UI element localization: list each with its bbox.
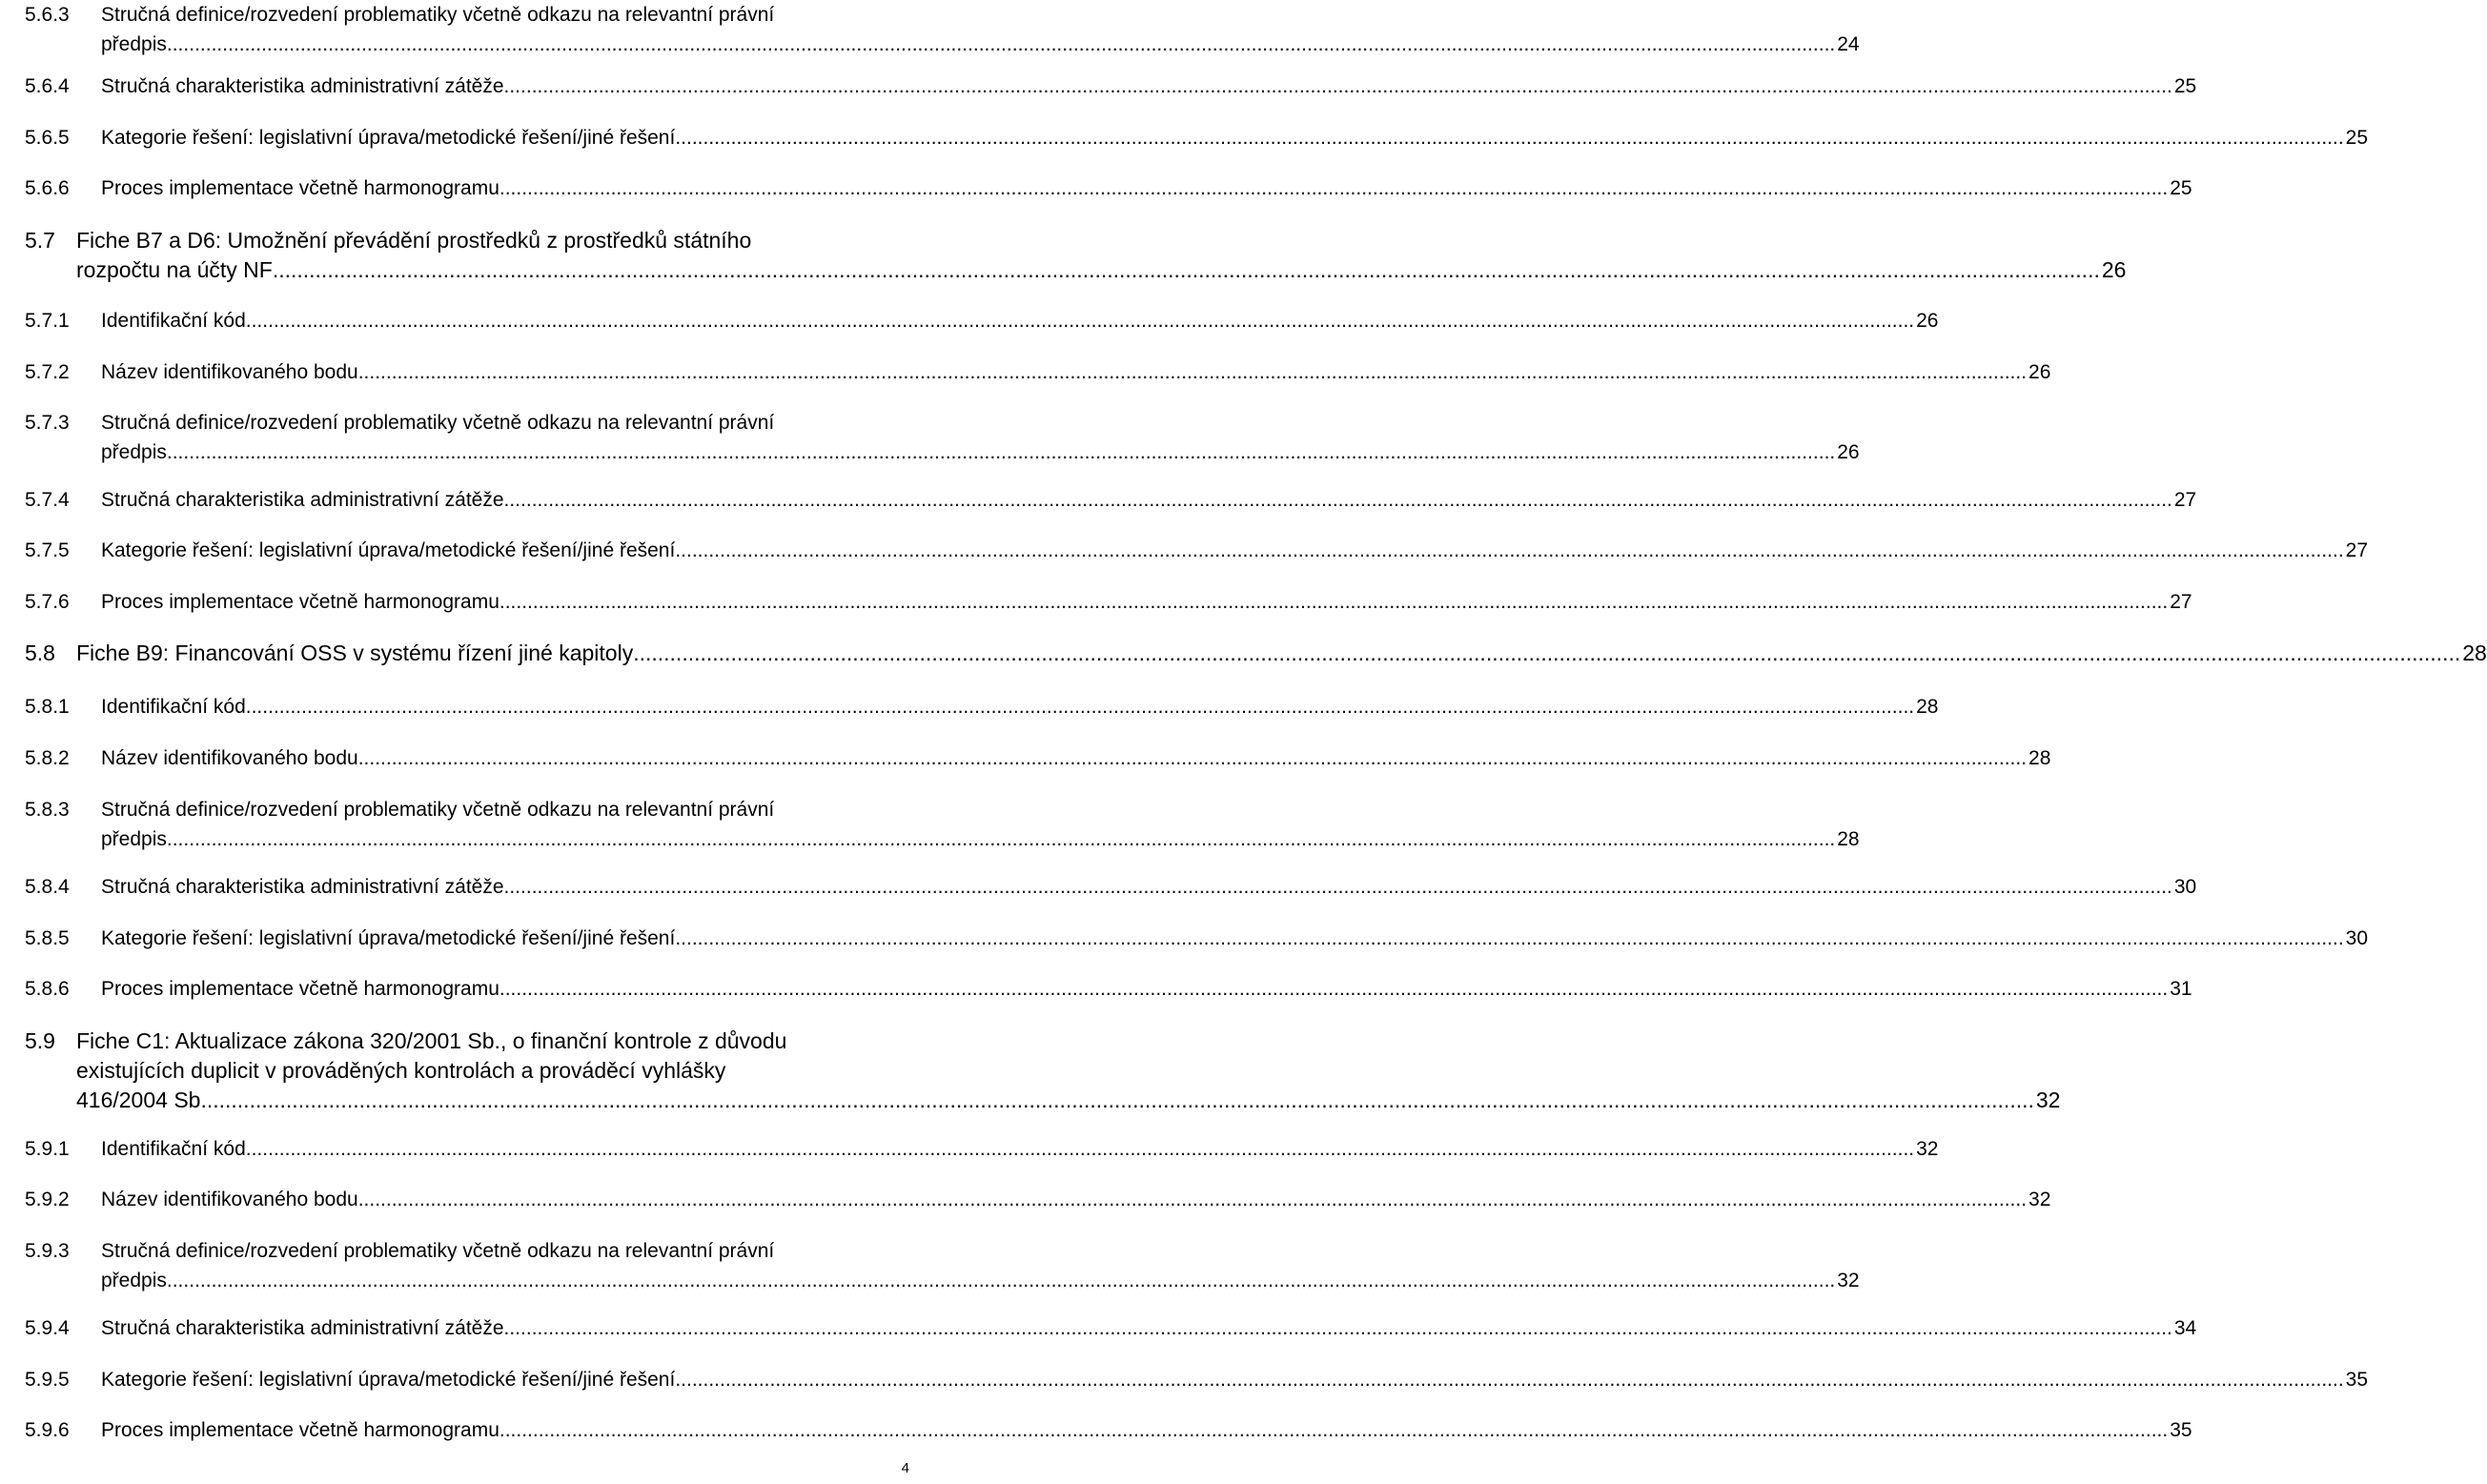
toc-entry-page: 26 (1916, 310, 1939, 332)
toc-entry-number: 5.8.1 (25, 696, 70, 718)
toc-entry-title-line: Fiche C1: Aktualizace zákona 320/2001 Sb., o finanční kontrole z důvodu (76, 1028, 787, 1053)
toc-entry-leader-line (101, 485, 2197, 515)
toc-entry-title: Identifikační kód (101, 310, 246, 332)
toc-entry-number: 5.8.5 (25, 927, 70, 949)
toc-entry-page: 35 (2170, 1419, 2192, 1441)
toc-entry-leader-line (101, 30, 1860, 59)
toc-entry-title: předpis (101, 33, 167, 55)
dot-leader: ............................................................................................................................................................................................................................................................................................................ (357, 361, 2028, 383)
toc-entry-leader-line (76, 639, 2487, 668)
toc-entry-leader-line (101, 173, 2192, 203)
toc-entry-page: 26 (1837, 441, 1860, 463)
toc-entry-page: 27 (2173, 489, 2197, 511)
dot-leader: ............................................................................................................................................................................................................................................................................................................ (206, 1088, 2034, 1112)
toc-entry-leader-line (101, 306, 1939, 335)
toc-entry-number: 5.8 (25, 640, 55, 665)
toc-entry-number: 5.6.5 (25, 127, 70, 149)
toc-entry-title-line: Stručná definice/rozvedení problematiky včetně odkazu na relevantní právní (101, 799, 775, 821)
toc-entry-title: Proces implementace včetně harmonogramu (101, 591, 499, 613)
toc-entry-leader-line (101, 824, 1860, 854)
dot-leader: ............................................................................................................................................................................................................................................................................................................ (357, 1189, 2028, 1210)
toc-entry-leader-line (76, 1086, 2061, 1115)
dot-leader: ............................................................................................................................................................................................................................................................................................................ (357, 747, 2028, 769)
toc-entry-page: 26 (2101, 257, 2127, 282)
toc-entry-page: 25 (2170, 177, 2192, 199)
dot-leader: ............................................................................................................................................................................................................................................................................................................ (675, 127, 2344, 149)
toc-entry-title: Identifikační kód (101, 696, 246, 718)
toc-entry-number: 5.6.4 (25, 75, 70, 97)
page-number: 4 (901, 1460, 909, 1476)
dot-leader: ............................................................................................................................................................................................................................................................................................................ (633, 640, 2461, 665)
toc-entry-number: 5.7.2 (25, 361, 70, 383)
toc-entry-page: 28 (1916, 696, 1939, 718)
toc-entry-number: 5.9 (25, 1028, 55, 1053)
toc-entry-number: 5.7.3 (25, 412, 70, 434)
toc-entry-number: 5.7.6 (25, 591, 70, 613)
toc-entry-title: Název identifikovaného bodu (101, 1189, 358, 1210)
toc-entry-title: Fiche B9: Financování OSS v systému řízení jiné kapitoly (76, 640, 634, 665)
toc-entry-leader-line (101, 357, 2051, 387)
toc-entry-page: 27 (2345, 539, 2369, 561)
dot-leader: ............................................................................................................................................................................................................................................................................................................ (245, 310, 1915, 332)
toc-entry-number: 5.6.3 (25, 4, 70, 26)
toc-entry-page: 25 (2345, 127, 2369, 149)
toc-entry-page: 31 (2170, 978, 2192, 1000)
toc-entry-title: Název identifikovaného bodu (101, 747, 358, 769)
toc-entry-number: 5.9.4 (25, 1317, 70, 1339)
dot-leader: ............................................................................................................................................................................................................................................................................................................ (503, 489, 2172, 511)
dot-leader: ............................................................................................................................................................................................................................................................................................................ (166, 1270, 1836, 1291)
toc-entry-leader-line (101, 743, 2051, 773)
toc-entry-title: Proces implementace včetně harmonogramu (101, 1419, 499, 1441)
toc-entry-leader-line (101, 974, 2192, 1004)
toc-entry-title-line: Stručná definice/rozvedení problematiky včetně odkazu na relevantní právní (101, 412, 775, 434)
dot-leader: ............................................................................................................................................................................................................................................................................................................ (166, 828, 1836, 850)
toc-entry-page: 34 (2173, 1317, 2197, 1339)
toc-entry-number: 5.8.3 (25, 799, 70, 821)
toc-entry-page: 28 (2462, 640, 2487, 665)
dot-leader: ............................................................................................................................................................................................................................................................................................................ (675, 1369, 2344, 1391)
toc-entry-title: Název identifikovaného bodu (101, 361, 358, 383)
toc-entry-number: 5.7.4 (25, 489, 70, 511)
dot-leader: ............................................................................................................................................................................................................................................................................................................ (499, 177, 2169, 199)
toc-entry-page: 32 (2035, 1088, 2061, 1112)
dot-leader: ............................................................................................................................................................................................................................................................................................................ (245, 1138, 1915, 1160)
toc-entry-number: 5.9.5 (25, 1369, 70, 1391)
toc-entry-page: 32 (2028, 1189, 2051, 1210)
toc-entry-number: 5.6.6 (25, 177, 70, 199)
toc-entry-number: 5.8.6 (25, 978, 70, 1000)
toc-entry-leader-line (101, 536, 2369, 565)
toc-entry-number: 5.8.4 (25, 876, 70, 898)
toc-entry-leader-line (101, 1415, 2192, 1445)
dot-leader: ............................................................................................................................................................................................................................................................................................................ (166, 441, 1836, 463)
toc-entry-page: 28 (1837, 828, 1860, 850)
toc-entry-number: 5.9.2 (25, 1189, 70, 1210)
dot-leader: ............................................................................................................................................................................................................................................................................................................ (675, 927, 2344, 949)
toc-entry-title-line: Stručná definice/rozvedení problematiky včetně odkazu na relevantní právní (101, 1240, 775, 1262)
toc-entry-title: Stručná charakteristika administrativní zátěže (101, 75, 504, 97)
dot-leader: ............................................................................................................................................................................................................................................................................................................ (499, 1419, 2169, 1441)
toc-entry-number: 5.9.1 (25, 1138, 70, 1160)
toc-entry-page: 24 (1837, 33, 1860, 55)
toc-entry-title-line: Stručná definice/rozvedení problematiky včetně odkazu na relevantní právní (101, 4, 775, 26)
toc-entry-number: 5.7.5 (25, 539, 70, 561)
toc-entry-number: 5.7 (25, 228, 55, 253)
toc-entry-title: předpis (101, 1270, 167, 1291)
toc-entry-number: 5.9.3 (25, 1240, 70, 1262)
toc-entry-leader-line (101, 872, 2197, 902)
toc-entry-title: 416/2004 Sb. (76, 1088, 207, 1112)
toc-entry-leader-line (101, 1185, 2051, 1214)
toc-entry-page: 30 (2345, 927, 2369, 949)
toc-entry-title: Identifikační kód (101, 1138, 246, 1160)
toc-entry-page: 32 (1837, 1270, 1860, 1291)
toc-entry-page: 35 (2345, 1369, 2369, 1391)
toc-entry-page: 30 (2173, 876, 2197, 898)
toc-entry-title: Kategorie řešení: legislativní úprava/metodické řešení/jiné řešení (101, 127, 676, 149)
toc-entry-title: předpis (101, 828, 167, 850)
toc-entry-page: 26 (2028, 361, 2051, 383)
toc-entry-leader-line (101, 1134, 1939, 1164)
toc-entry-number: 5.9.6 (25, 1419, 70, 1441)
toc-entry-leader-line (101, 437, 1860, 467)
toc-entry-number: 5.7.1 (25, 310, 70, 332)
toc-entry-page: 28 (2028, 747, 2051, 769)
toc-entry-leader-line (101, 587, 2192, 617)
dot-leader: ............................................................................................................................................................................................................................................................................................................ (675, 539, 2344, 561)
toc-entry-title-line: existujících duplicit v prováděných kontrolách a prováděcí vyhlášky (76, 1058, 726, 1083)
toc-entry-title-line: Fiche B7 a D6: Umožnění převádění prostředků z prostředků státního (76, 228, 752, 253)
toc-entry-title: Kategorie řešení: legislativní úprava/metodické řešení/jiné řešení (101, 1369, 676, 1391)
dot-leader: ............................................................................................................................................................................................................................................................................................................ (503, 75, 2172, 97)
toc-entry-number: 5.8.2 (25, 747, 70, 769)
toc-entry-title: Proces implementace včetně harmonogramu (101, 978, 499, 1000)
dot-leader: ............................................................................................................................................................................................................................................................................................................ (499, 591, 2169, 613)
toc-entry-leader-line (101, 692, 1939, 722)
toc-entry-title: Kategorie řešení: legislativní úprava/metodické řešení/jiné řešení (101, 927, 676, 949)
toc-entry-page: 27 (2170, 591, 2192, 613)
toc-entry-title: Kategorie řešení: legislativní úprava/metodické řešení/jiné řešení (101, 539, 676, 561)
toc-entry-leader-line (101, 1365, 2369, 1394)
toc-entry-title: Stručná charakteristika administrativní zátěže (101, 876, 504, 898)
dot-leader: ............................................................................................................................................................................................................................................................................................................ (503, 876, 2172, 898)
toc-entry-page: 25 (2173, 75, 2197, 97)
toc-entry-title: rozpočtu na účty NF (76, 257, 273, 282)
toc-entry-title: předpis (101, 441, 167, 463)
dot-leader: ............................................................................................................................................................................................................................................................................................................ (245, 696, 1915, 718)
toc-entry-leader-line (101, 1313, 2197, 1343)
toc-entry-title: Stručná charakteristika administrativní zátěže (101, 489, 504, 511)
toc-entry-leader-line (101, 71, 2197, 101)
toc-entry-leader-line (101, 1266, 1860, 1295)
dot-leader: ............................................................................................................................................................................................................................................................................................................ (499, 978, 2169, 1000)
dot-leader: ............................................................................................................................................................................................................................................................................................................ (272, 257, 2100, 282)
toc-entry-title: Proces implementace včetně harmonogramu (101, 177, 499, 199)
toc-entry-title: Stručná charakteristika administrativní zátěže (101, 1317, 504, 1339)
dot-leader: ............................................................................................................................................................................................................................................................................................................ (503, 1317, 2172, 1339)
toc-entry-leader-line (101, 123, 2369, 152)
toc-entry-leader-line (76, 255, 2127, 285)
toc-entry-page: 32 (1916, 1138, 1939, 1160)
toc-entry-leader-line (101, 924, 2369, 953)
dot-leader: ............................................................................................................................................................................................................................................................................................................ (166, 33, 1836, 55)
